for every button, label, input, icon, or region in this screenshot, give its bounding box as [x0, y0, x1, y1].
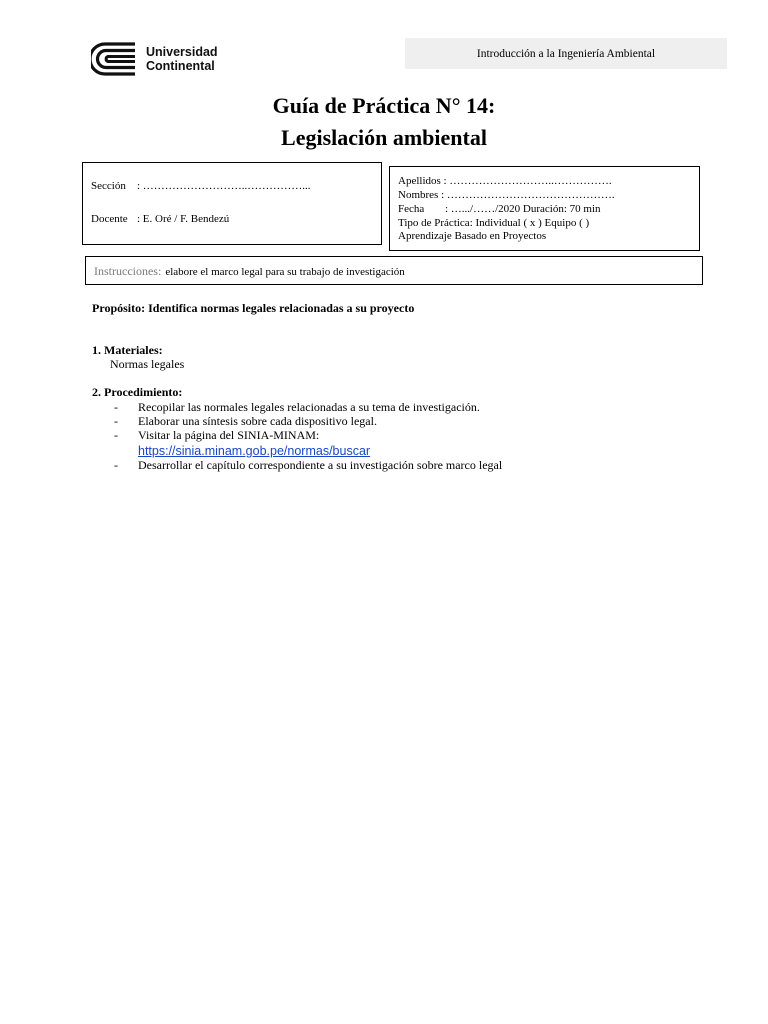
seccion-label: Sección — [91, 180, 126, 192]
seccion-field[interactable]: : ………………………..……………... — [137, 180, 311, 192]
course-header — [405, 38, 727, 69]
continental-logo-icon — [91, 41, 141, 77]
procedure-heading: 2. Procedimiento: — [92, 385, 183, 399]
tipo-practica: Tipo de Práctica: Individual ( x ) Equipo ( ) — [398, 217, 590, 229]
purpose-text: Propósito: Identifica normas legales relacionadas a su proyecto — [92, 301, 415, 315]
student-info-box — [389, 166, 700, 251]
procedure-item-1: Recopilar las normales legales relacionadas a su tema de investigación. — [138, 400, 480, 414]
apellidos-field[interactable]: Apellidos : ………………………..……………. — [398, 175, 612, 187]
materials-heading: 1. Materiales: — [92, 343, 163, 357]
sinia-minam-link[interactable]: https://sinia.minam.gob.pe/normas/buscar — [138, 444, 371, 458]
section-info-box — [82, 162, 382, 245]
university-logo — [91, 41, 231, 77]
page-title: Guía de Práctica N° 14: — [272, 93, 496, 118]
course-name: Introducción a la Ingeniería Ambiental — [476, 47, 656, 60]
procedure-item-4: Desarrollar el capítulo correspondiente a su investigación sobre marco legal — [138, 458, 503, 472]
logo-line-2: Continental — [146, 59, 215, 73]
instructions-text: elabore el marco legal para su trabajo de investigación — [165, 266, 405, 278]
procedure-item-3: Visitar la página del SINIA-MINAM: — [138, 428, 320, 442]
list-bullet: - — [114, 428, 118, 442]
logo-line-1: Universidad — [146, 45, 218, 59]
nombres-field[interactable]: Nombres : ………………………………………. — [398, 189, 615, 201]
fecha-field[interactable]: : ….../……/2020 Duración: 70 min — [445, 203, 601, 215]
list-bullet: - — [114, 400, 118, 414]
list-bullet: - — [114, 414, 118, 428]
list-bullet: - — [114, 458, 118, 472]
page-subtitle: Legislación ambiental — [281, 125, 487, 150]
fecha-label: Fecha — [398, 203, 425, 215]
docente-value: : E. Oré / F. Bendezú — [137, 213, 230, 225]
instructions-label: Instrucciones: — [94, 264, 162, 278]
docente-label: Docente — [91, 213, 128, 225]
instructions-box — [85, 256, 703, 285]
materials-item: Normas legales — [110, 357, 185, 371]
abp-label: Aprendizaje Basado en Proyectos — [398, 230, 547, 242]
procedure-item-2: Elaborar una síntesis sobre cada dispositivo legal. — [138, 414, 377, 428]
